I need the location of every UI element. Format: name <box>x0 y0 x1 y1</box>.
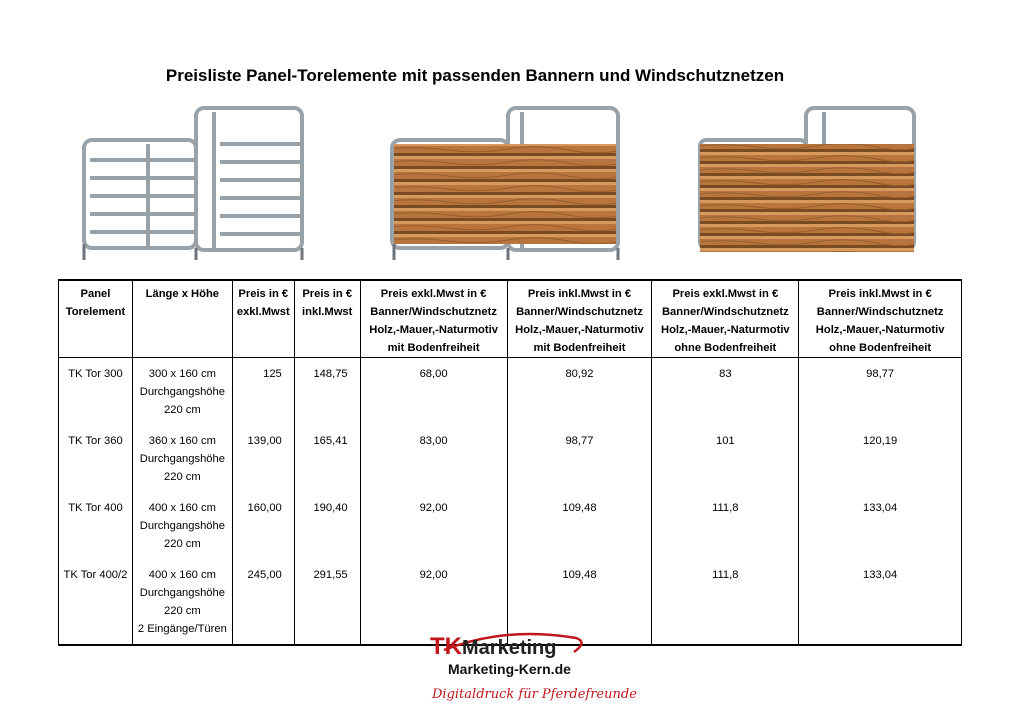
cell-exkl: 245,00 <box>232 559 294 645</box>
cell-size-line: 400 x 160 cm <box>148 502 216 514</box>
logo-slogan-text: Digitaldruck für Pferdefreunde <box>432 687 637 702</box>
cell-exkl: 160,00 <box>232 492 294 559</box>
column-header-line: ohne Bodenfreiheit <box>829 342 932 354</box>
cell-mit-inkl: 109,48 <box>507 559 652 645</box>
column-header <box>360 280 507 358</box>
cell-size-line: Durchgangshöhe <box>139 453 225 465</box>
page-title: Preisliste Panel-Torelemente mit passenden Bannern und Windschutznetzen <box>165 66 785 85</box>
cell-size-line: Durchgangshöhe <box>139 386 225 398</box>
panel-gate-plain-icon <box>80 104 310 262</box>
logo-tk-text: TK <box>430 633 462 660</box>
cell-inkl: 190,40 <box>294 492 360 559</box>
column-header-line: Banner/Windschutznetz <box>516 306 643 318</box>
column-header-line: Holz,-Mauer,-Naturmotiv <box>815 324 945 336</box>
cell-ohne-inkl: 120,19 <box>799 425 962 492</box>
cell-size-line: Durchgangshöhe <box>139 587 225 599</box>
cell-size <box>132 492 232 559</box>
cell-exkl: 125 <box>232 358 294 426</box>
cell-inkl: 291,55 <box>294 559 360 645</box>
cell-ohne-inkl: 133,04 <box>799 559 962 645</box>
cell-element: TK Tor 400/2 <box>59 559 133 645</box>
table-row <box>59 425 962 492</box>
cell-mit-inkl: 109,48 <box>507 492 652 559</box>
column-header-line: Torelement <box>65 306 126 318</box>
cell-size-line: 360 x 160 cm <box>148 435 216 447</box>
column-header <box>132 280 232 358</box>
cell-size-line: 2 Eingänge/Türen <box>137 623 227 635</box>
column-header <box>652 280 799 358</box>
table-row <box>59 358 962 426</box>
column-header-line: Länge x Höhe <box>145 288 220 300</box>
logo-marketing-text: Marketing <box>462 637 557 659</box>
column-header-line: Panel <box>80 288 111 300</box>
column-header-line: Preis exkl.Mwst in € <box>672 288 779 300</box>
cell-size-line: 400 x 160 cm <box>148 569 216 581</box>
column-header-line: Preis in € <box>238 288 289 300</box>
column-header-line: Preis inkl.Mwst in € <box>527 288 632 300</box>
column-header-line: Preis in € <box>302 288 353 300</box>
cell-inkl: 148,75 <box>294 358 360 426</box>
cell-element: TK Tor 300 <box>59 358 133 426</box>
cell-inkl: 165,41 <box>294 425 360 492</box>
cell-size-line: 220 cm <box>164 471 201 483</box>
panel-gate-wood-banner-ohne-bodenfreiheit-icon <box>696 104 922 256</box>
price-table <box>58 279 962 646</box>
table-header-row <box>59 280 962 358</box>
column-header-line: Holz,-Mauer,-Naturmotiv <box>660 324 790 336</box>
cell-size-line: Durchgangshöhe <box>139 520 225 532</box>
cell-mit-exkl: 92,00 <box>360 492 507 559</box>
cell-mit-exkl: 83,00 <box>360 425 507 492</box>
column-header <box>294 280 360 358</box>
column-header-line: mit Bodenfreiheit <box>387 342 480 354</box>
column-header-line: mit Bodenfreiheit <box>533 342 626 354</box>
cell-exkl: 139,00 <box>232 425 294 492</box>
cell-ohne-inkl: 133,04 <box>799 492 962 559</box>
cell-size-line: 300 x 160 cm <box>148 368 216 380</box>
cell-ohne-inkl: 98,77 <box>799 358 962 426</box>
cell-size <box>132 358 232 426</box>
column-header-line: inkl.Mwst <box>302 306 353 318</box>
cell-ohne-exkl: 101 <box>652 425 799 492</box>
cell-mit-exkl: 68,00 <box>360 358 507 426</box>
cell-size-line: 220 cm <box>164 404 201 416</box>
cell-size-line: 220 cm <box>164 605 201 617</box>
cell-size-line: 220 cm <box>164 538 201 550</box>
table-row <box>59 492 962 559</box>
column-header <box>59 280 133 358</box>
cell-element: TK Tor 360 <box>59 425 133 492</box>
column-header-line: Holz,-Mauer,-Naturmotiv <box>515 324 644 336</box>
cell-ohne-exkl: 111,8 <box>652 559 799 645</box>
column-header-line: exkl.Mwst <box>236 306 290 318</box>
column-header-line: Banner/Windschutznetz <box>816 306 944 318</box>
column-header-line: Banner/Windschutznetz <box>370 306 497 318</box>
column-header-line: ohne Bodenfreiheit <box>674 342 777 354</box>
column-header-line: Preis inkl.Mwst in € <box>828 288 932 300</box>
logo-website-text: Marketing-Kern.de <box>448 661 571 677</box>
cell-element: TK Tor 400 <box>59 492 133 559</box>
cell-size <box>132 425 232 492</box>
column-header <box>507 280 652 358</box>
cell-ohne-exkl: 111,8 <box>652 492 799 559</box>
cell-mit-inkl: 80,92 <box>507 358 652 426</box>
cell-ohne-exkl: 83 <box>652 358 799 426</box>
tk-marketing-logo <box>426 628 637 708</box>
column-header-line: Banner/Windschutznetz <box>661 306 789 318</box>
column-header-line: Preis exkl.Mwst in € <box>380 288 487 300</box>
column-header-line: Holz,-Mauer,-Naturmotiv <box>369 324 498 336</box>
column-header <box>799 280 962 358</box>
cell-mit-exkl: 92,00 <box>360 559 507 645</box>
cell-size <box>132 559 232 645</box>
panel-gate-wood-banner-bodenfreiheit-icon <box>388 104 628 262</box>
cell-mit-inkl: 98,77 <box>507 425 652 492</box>
column-header <box>232 280 294 358</box>
